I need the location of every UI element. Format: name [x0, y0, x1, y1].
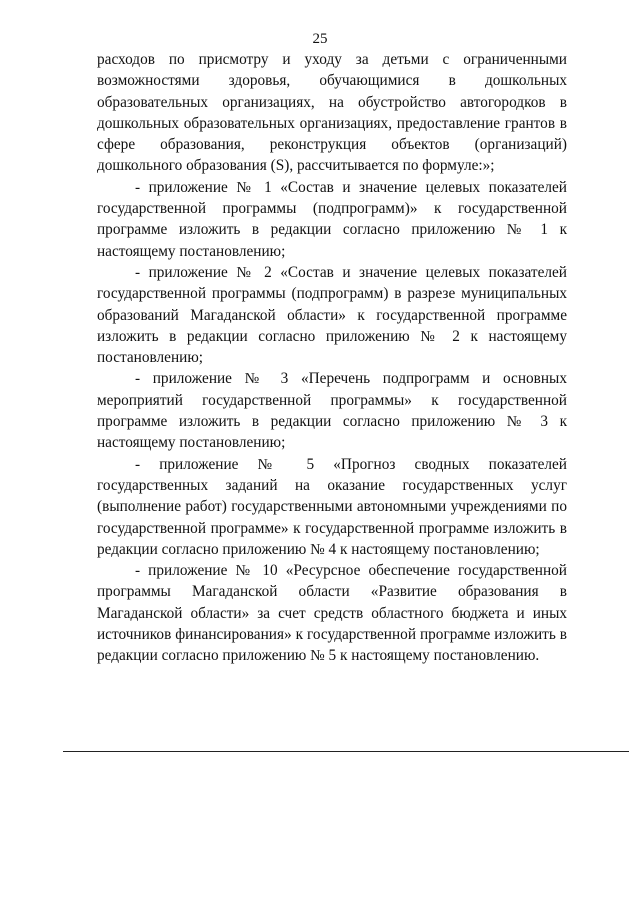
paragraph-appendix-3: - приложение № 3 «Перечень подпрограмм и основных мероприятий государственной программы» к государственной программе изложить в редакции согласно приложению № 3 к настоящему постановлению;	[97, 370, 567, 452]
paragraph-appendix-5: - приложение № 5 «Прогноз сводных показателей государственных заданий на оказание государственных услуг (выполнение работ) государственными автономными учреждениями по государственной программе» к государственной программе изложить в редакции согласно приложению № 4 к настоящему постановлению;	[97, 455, 567, 558]
paragraph-appendix-1: - приложение № 1 «Состав и значение целевых показателей государственной программы (подпрограмм)» к государственной программе изложить в редакции согласно приложению № 1 к настоящему постановлению;	[97, 178, 567, 260]
horizontal-divider	[63, 751, 629, 752]
paragraph-appendix-10: - приложение № 10 «Ресурсное обеспечение государственной программы Магаданской области «Развитие образования в Магаданской области» за счет средств областного бюджета и иных источников финансирования» к государственной программе изложить в редакции согласно приложению № 5 к настоящему постановлению.	[97, 562, 567, 665]
paragraph-continuation: расходов по присмотру и уходу за детьми с ограниченными возможностями здоровья, обучающимися в дошкольных образовательных организациях, на обустройство автогородков в дошкольных образовательных организациях, предоставление грантов в сфере образования, реконструкция объектов (организаций) дошкольного образования (S), рассчитывается по формуле:»;	[97, 51, 567, 175]
paragraph-appendix-2: - приложение № 2 «Состав и значение целевых показателей государственной программы (подпрограмм) в разрезе муниципальных образований Магаданской области» к государственной программе изложить в редакции согласно приложению № 2 к настоящему постановлению;	[97, 263, 567, 367]
document-body	[97, 49, 567, 667]
page-number: 25	[312, 31, 328, 47]
